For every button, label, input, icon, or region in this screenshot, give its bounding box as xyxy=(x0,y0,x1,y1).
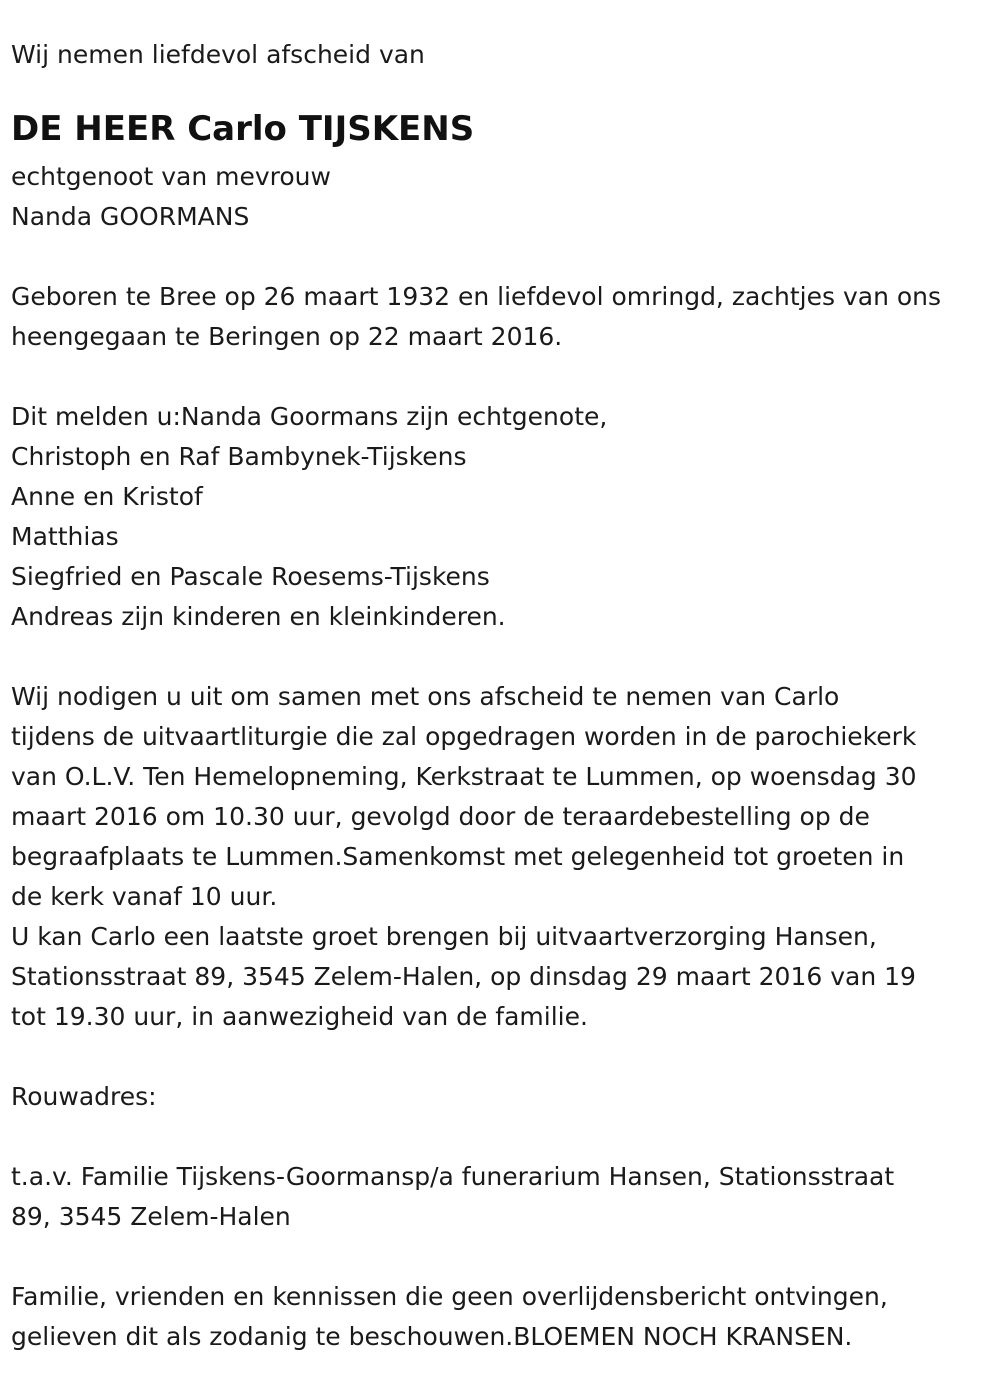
ceremony-line: de kerk vanaf 10 uur. xyxy=(11,882,278,911)
family-line: Dit melden u:Nanda Goormans zijn echtgenote, xyxy=(11,402,608,431)
family-line: Christoph en Raf Bambynek-Tijskens xyxy=(11,442,467,471)
family-line: Anne en Kristof xyxy=(11,482,203,511)
ceremony-line: maart 2016 om 10.30 uur, gevolgd door de teraardebestelling op de xyxy=(11,802,870,831)
family-line: Matthias xyxy=(11,522,119,551)
spacer xyxy=(11,357,996,397)
spacer xyxy=(11,1237,996,1277)
ceremony-line: begraafplaats te Lummen.Samenkomst met gelegenheid tot groeten in xyxy=(11,842,905,871)
birth-line-1: Geboren te Bree op 26 maart 1932 en liefdevol omringd, zachtjes van ons xyxy=(11,282,942,311)
spacer xyxy=(11,1117,996,1157)
ceremony-line: tot 19.30 uur, in aanwezigheid van de familie. xyxy=(11,1002,588,1031)
family-line: Siegfried en Pascale Roesems-Tijskens xyxy=(11,562,490,591)
address-label: Rouwadres: xyxy=(11,1082,157,1111)
ceremony-line: U kan Carlo een laatste groet brengen bij uitvaartverzorging Hansen, xyxy=(11,922,877,951)
ceremony-line: van O.L.V. Ten Hemelopneming, Kerkstraat te Lummen, op woensdag 30 xyxy=(11,762,917,791)
intro-text: Wij nemen liefdevol afscheid van xyxy=(11,40,425,69)
birth-line-2: heengegaan te Beringen op 22 maart 2016. xyxy=(11,322,563,351)
address-line-1: t.a.v. Familie Tijskens-Goormansp/a funerarium Hansen, Stationsstraat xyxy=(11,1162,895,1191)
spouse-line-2: Nanda GOORMANS xyxy=(11,202,250,231)
spacer xyxy=(11,237,996,277)
closing-line-2: gelieven dit als zodanig te beschouwen.BLOEMEN NOCH KRANSEN. xyxy=(11,1322,853,1351)
ceremony-line: Wij nodigen u uit om samen met ons afscheid te nemen van Carlo xyxy=(11,682,840,711)
address-line-2: 89, 3545 Zelem-Halen xyxy=(11,1202,291,1231)
spacer xyxy=(11,1037,996,1077)
obituary-document xyxy=(11,0,996,1357)
ceremony-line: Stationsstraat 89, 3545 Zelem-Halen, op dinsdag 29 maart 2016 van 19 xyxy=(11,962,916,991)
spouse-line-1: echtgenoot van mevrouw xyxy=(11,162,331,191)
family-line: Andreas zijn kinderen en kleinkinderen. xyxy=(11,602,506,631)
spacer xyxy=(11,637,996,677)
deceased-name-title: DE HEER Carlo TIJSKENS xyxy=(11,109,475,149)
closing-line-1: Familie, vrienden en kennissen die geen overlijdensbericht ontvingen, xyxy=(11,1282,888,1311)
ceremony-line: tijdens de uitvaartliturgie die zal opgedragen worden in de parochiekerk xyxy=(11,722,917,751)
